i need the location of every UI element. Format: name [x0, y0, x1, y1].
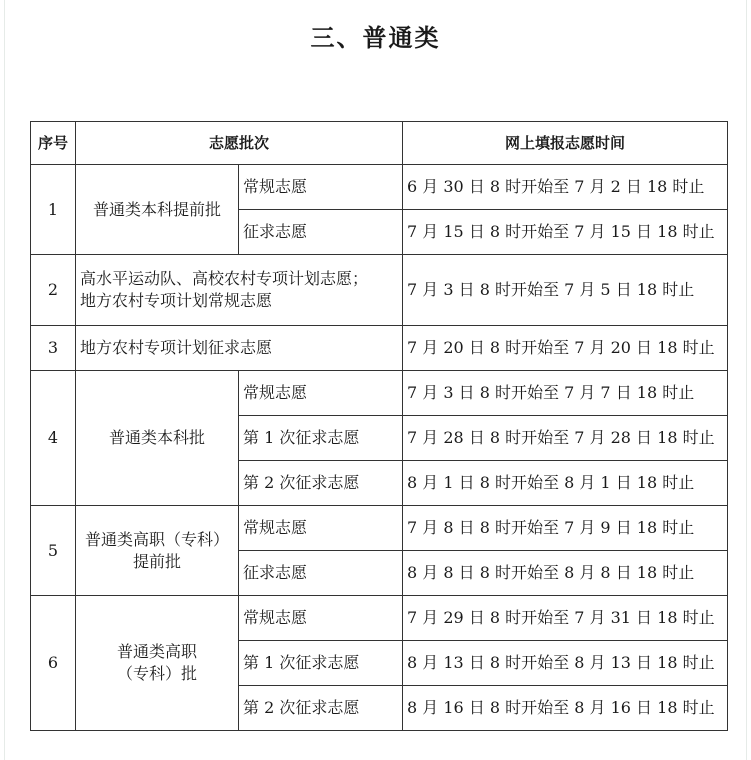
row-sub-batch: 常规志愿: [239, 371, 403, 416]
row-time: 7 月 3 日 8 时开始至 7 月 7 日 18 时止: [403, 371, 728, 416]
table-row: [31, 596, 728, 641]
table-row: [31, 371, 728, 416]
row-sub-batch: 常规志愿: [239, 165, 403, 210]
table-row: [31, 255, 728, 326]
header-seq: 序号: [31, 122, 76, 165]
table-row: [31, 165, 728, 210]
row-sub-batch: 第 2 次征求志愿: [239, 461, 403, 506]
row-seq: 3: [31, 326, 76, 371]
row-time: 6 月 30 日 8 时开始至 7 月 2 日 18 时止: [403, 165, 728, 210]
row-seq: 1: [31, 165, 76, 255]
row-time: 8 月 8 日 8 时开始至 8 月 8 日 18 时止: [403, 551, 728, 596]
row-batch: 普通类本科提前批: [76, 165, 239, 255]
schedule-table: [30, 121, 728, 731]
row-batch: [76, 596, 239, 731]
row-time: 8 月 1 日 8 时开始至 8 月 1 日 18 时止: [403, 461, 728, 506]
row-seq: 4: [31, 371, 76, 506]
row-seq: 6: [31, 596, 76, 731]
row-batch-line: 高水平运动队、高校农村专项计划志愿；: [80, 269, 369, 288]
table-row: [31, 326, 728, 371]
row-sub-batch: 第 1 次征求志愿: [239, 416, 403, 461]
row-batch: 普通类本科批: [76, 371, 239, 506]
row-batch: [76, 255, 403, 326]
row-batch-line: 地方农村专项计划常规志愿: [80, 291, 273, 310]
table-header-row: [31, 122, 728, 165]
header-time: 网上填报志愿时间: [403, 122, 728, 165]
row-batch-line: 提前批: [132, 551, 181, 571]
row-sub-batch: 第 2 次征求志愿: [239, 686, 403, 731]
header-batch: 志愿批次: [76, 122, 403, 165]
row-batch-line: 普通类高职（专科）: [84, 529, 229, 549]
row-sub-batch: 征求志愿: [239, 551, 403, 596]
page-title: 三、普通类: [310, 24, 441, 52]
table-row: [31, 506, 728, 551]
row-seq: 5: [31, 506, 76, 596]
row-sub-batch: 常规志愿: [239, 506, 403, 551]
row-batch-line: 普通类高职: [116, 642, 197, 661]
row-time: 7 月 8 日 8 时开始至 7 月 9 日 18 时止: [403, 506, 728, 551]
row-time: 7 月 29 日 8 时开始至 7 月 31 日 18 时止: [403, 596, 728, 641]
row-time: 8 月 16 日 8 时开始至 8 月 16 日 18 时止: [403, 686, 728, 731]
row-time: 7 月 3 日 8 时开始至 7 月 5 日 18 时止: [403, 255, 728, 326]
row-batch-line: （专科）批: [116, 664, 197, 683]
row-time: 7 月 28 日 8 时开始至 7 月 28 日 18 时止: [403, 416, 728, 461]
row-time: 7 月 15 日 8 时开始至 7 月 15 日 18 时止: [403, 210, 728, 255]
row-batch: [76, 506, 239, 596]
row-sub-batch: 征求志愿: [239, 210, 403, 255]
row-sub-batch: 第 1 次征求志愿: [239, 641, 403, 686]
row-seq: 2: [31, 255, 76, 326]
row-batch: 地方农村专项计划征求志愿: [76, 326, 403, 371]
row-time: 7 月 20 日 8 时开始至 7 月 20 日 18 时止: [403, 326, 728, 371]
row-time: 8 月 13 日 8 时开始至 8 月 13 日 18 时止: [403, 641, 728, 686]
row-sub-batch: 常规志愿: [239, 596, 403, 641]
